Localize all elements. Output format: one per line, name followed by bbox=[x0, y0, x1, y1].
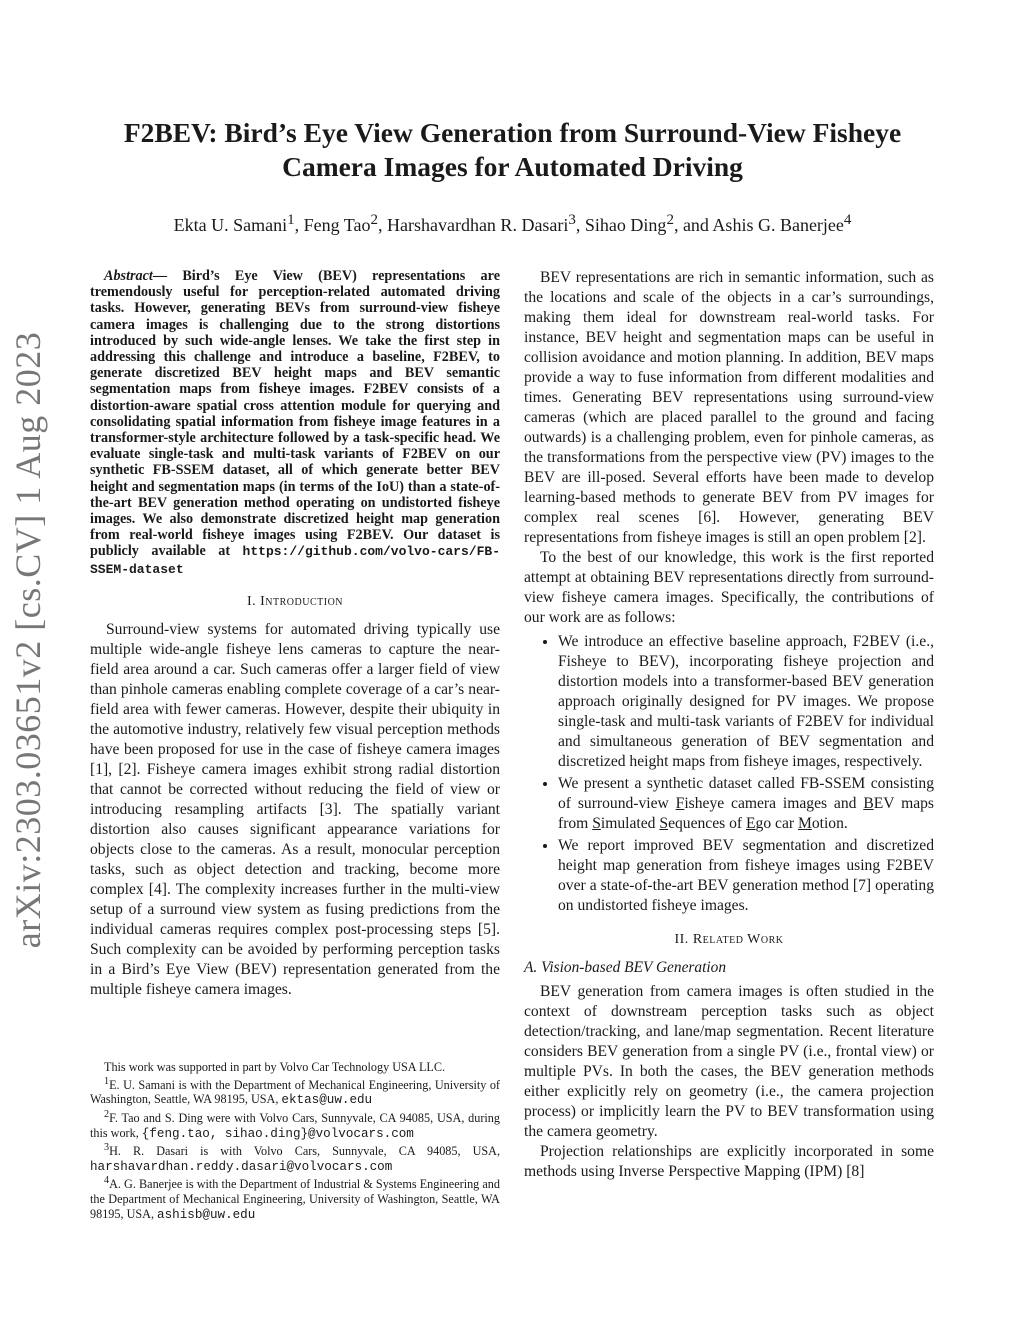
email-link[interactable]: ashisb@uw.edu bbox=[157, 1207, 256, 1222]
related-paragraph: Projection relationships are explicitly incorporated in some methods using Inverse Perspective Mapping (IPM) [8] bbox=[524, 1143, 934, 1180]
footnote-marker: 2 bbox=[104, 1108, 110, 1120]
section-title: Introduction bbox=[260, 593, 344, 609]
paper-title bbox=[90, 116, 935, 184]
contributions-intro: To the best of our knowledge, this work is the first reported attempt at obtaining BEV representations directly from surround-view fisheye camera images. Specifically, the contributions of our work are as follows: bbox=[524, 549, 934, 626]
related-paragraph: BEV generation from camera images is often studied in the context of downstream perception tasks such as object detection/tracking, and lane/map segmentation. Recent literature considers BEV generation from a single PV (i.e., frontal view) or multiple PVs. In both the cases, the BEV generation methods either explicitly rely on geometry (i.e., the camera projection process) or implicitly learn the PV to BEV transformation using the camera geometry. bbox=[524, 983, 934, 1140]
author-affil-sup: 4 bbox=[843, 212, 852, 228]
footnote-marker: 3 bbox=[104, 1142, 110, 1154]
section-number: I. bbox=[246, 593, 261, 609]
title-line-1: F2BEV: Bird’s Eye View Generation from Surround-View Fisheye bbox=[123, 117, 902, 148]
footnote-marker: 4 bbox=[104, 1175, 110, 1187]
footnote-1 bbox=[90, 1075, 500, 1108]
author-dasari: , Harshavardhan R. Dasari bbox=[377, 215, 569, 235]
author-affil-sup: 3 bbox=[568, 212, 576, 228]
author-list bbox=[90, 208, 935, 237]
abstract bbox=[90, 268, 500, 578]
footnote-text: E. U. Samani is with the Department of Mechanical Engineering, University of Washington, Seattle, WA 98195, USA, bbox=[90, 1077, 500, 1107]
email-link[interactable]: {feng.tao, sihao.ding}@volvocars.com bbox=[141, 1126, 414, 1141]
author-affil-sup: 2 bbox=[666, 212, 674, 228]
dataset-url-link[interactable]: https://github.com/volvo-cars/FB-SSEM-dataset bbox=[90, 544, 500, 577]
author-tao: , Feng Tao bbox=[294, 215, 371, 235]
section-number: II. bbox=[674, 932, 693, 947]
footnote-text: F. Tao and S. Ding were with Volvo Cars, Sunnyvale, CA 94085, USA, during this work, bbox=[90, 1110, 500, 1140]
contributions-list bbox=[524, 632, 934, 916]
author-affil-sup: 2 bbox=[370, 212, 378, 228]
intro-paragraph: Surround-view systems for automated driving typically use multiple wide-angle fisheye lens cameras to capture the near-field area around a car. Such cameras offer a larger field of view than pinhole cameras enabling complete coverage of a car’s near-field area with fewer cameras. However, despite their ubiquity in the automotive industry, relatively few visual perception methods have been proposed for use in the case of fisheye camera images [1], [2]. Fisheye camera images exhibit strong radial distortion that cannot be corrected without reducing the field of view or introducing resampling artifacts [3]. The spatially variant distortion also causes significant appearance variations for objects close to the cameras. As a result, monocular perception tasks, such as object detection and tracking, become more complex [4]. The complexity increases further in the multi-view setup of a surround view system as fusing predictions from the individual cameras requires complex post-processing steps [5]. Such complexity can be avoided by performing perception tasks in a Bird’s Eye View (BEV) representation generated from the multiple fisheye camera images. bbox=[90, 620, 500, 998]
abstract-dash: — bbox=[152, 268, 183, 284]
title-line-2: Camera Images for Automated Driving bbox=[282, 151, 743, 182]
footnote-2 bbox=[90, 1108, 500, 1141]
author-affil-sup: 1 bbox=[287, 212, 295, 228]
abstract-label: Abstract bbox=[104, 268, 153, 284]
left-column bbox=[90, 268, 500, 1000]
subsection-heading: A. Vision-based BEV Generation bbox=[524, 959, 727, 976]
arxiv-side-stamp bbox=[8, 290, 48, 990]
author-ding: , Sihao Ding bbox=[575, 215, 667, 235]
footnote-marker: 1 bbox=[104, 1075, 110, 1087]
section-heading-introduction bbox=[90, 592, 500, 612]
list-item: • We present a synthetic dataset called FB-SSEM consisting of surround-view Fisheye camera images and BEV maps from Simulated Sequences of Ego car Motion. bbox=[558, 774, 934, 834]
author-banerjee: , and Ashis G. Banerjee bbox=[673, 215, 844, 235]
section-heading-related-work bbox=[524, 930, 934, 950]
abstract-text: Bird’s Eye View (BEV) representations are tremendously useful for perception-related automated driving tasks. However, generating BEVs from surround-view fisheye camera images is challenging due to the strong distortions introduced by such wide-angle lenses. We take the first step in addressing this challenge and introduce a baseline, F2BEV, to generate discretized BEV height maps and BEV semantic segmentation maps from fisheye images. F2BEV consists of a distortion-aware spatial cross attention module for querying and consolidating spatial information from fisheye image features in a transformer-style architecture followed by a task-specific head. We evaluate single-task and multi-task variants of F2BEV on our synthetic FB-SSEM dataset, all of which generate better BEV height and segmentation maps (in terms of the IoU) than a state-of-the-art BEV generation method operating on undistorted fisheye images. We also demonstrate discretized height map generation from real-world fisheye images using F2BEV. Our dataset is publicly available at bbox=[90, 268, 500, 560]
footnote-4 bbox=[90, 1174, 500, 1222]
right-column bbox=[524, 268, 934, 1182]
author-samani: Ekta U. Samani bbox=[173, 215, 288, 235]
arxiv-identifier: arXiv:2303.03651v2 [cs.CV] 1 Aug 2023 bbox=[8, 331, 48, 949]
list-item: • We introduce an effective baseline approach, F2BEV (i.e., Fisheye to BEV), incorporating fisheye projection and distortion models into a transformer-based BEV generation approach originally designed for PV images. We propose single-task and multi-task variants of F2BEV for individual and simultaneous generation of BEV segmentation and discretized height maps from fisheye images, respectively. bbox=[558, 632, 934, 772]
footnote-3 bbox=[90, 1141, 500, 1174]
section-title: Related Work bbox=[692, 932, 784, 947]
footnotes bbox=[90, 1060, 500, 1222]
bev-paragraph: BEV representations are rich in semantic information, such as the locations and scale of the objects in a car’s surroundings, making them ideal for downstream real-world tasks. For instance, BEV height and segmentation maps can be useful in collision avoidance and motion planning. In addition, BEV maps provide a way to fuse information from different modalities and times. Generating BEV representations using surround-view cameras (which are placed parallel to the ground and facing outwards) is a challenging problem, even for pinhole cameras, as the transformations from the perspective view (PV) images to the BEV are ill-posed. Several efforts have been made to develop learning-based methods to generate BEV from PV images for complex real scenes [6]. However, generating BEV representations from fisheye images is still an open problem [2]. bbox=[524, 269, 934, 546]
email-link[interactable]: ektas@uw.edu bbox=[281, 1093, 373, 1108]
email-link[interactable]: harshavardhan.reddy.dasari@volvocars.com bbox=[90, 1159, 393, 1174]
list-item: • We report improved BEV segmentation and discretized height map generation from fisheye images using F2BEV over a state-of-the-art BEV generation method [7] operating on undistorted fisheye images. bbox=[558, 836, 934, 916]
footnote-support: This work was supported in part by Volvo Car Technology USA LLC. bbox=[104, 1060, 446, 1074]
footnote-text: H. R. Dasari is with Volvo Cars, Sunnyvale, CA 94085, USA, bbox=[109, 1144, 500, 1159]
footnote-text: A. G. Banerjee is with the Department of Industrial & Systems Engineering and the Department of Mechanical Engineering, University of Washington, Seattle, WA 98195, USA, bbox=[90, 1177, 500, 1221]
